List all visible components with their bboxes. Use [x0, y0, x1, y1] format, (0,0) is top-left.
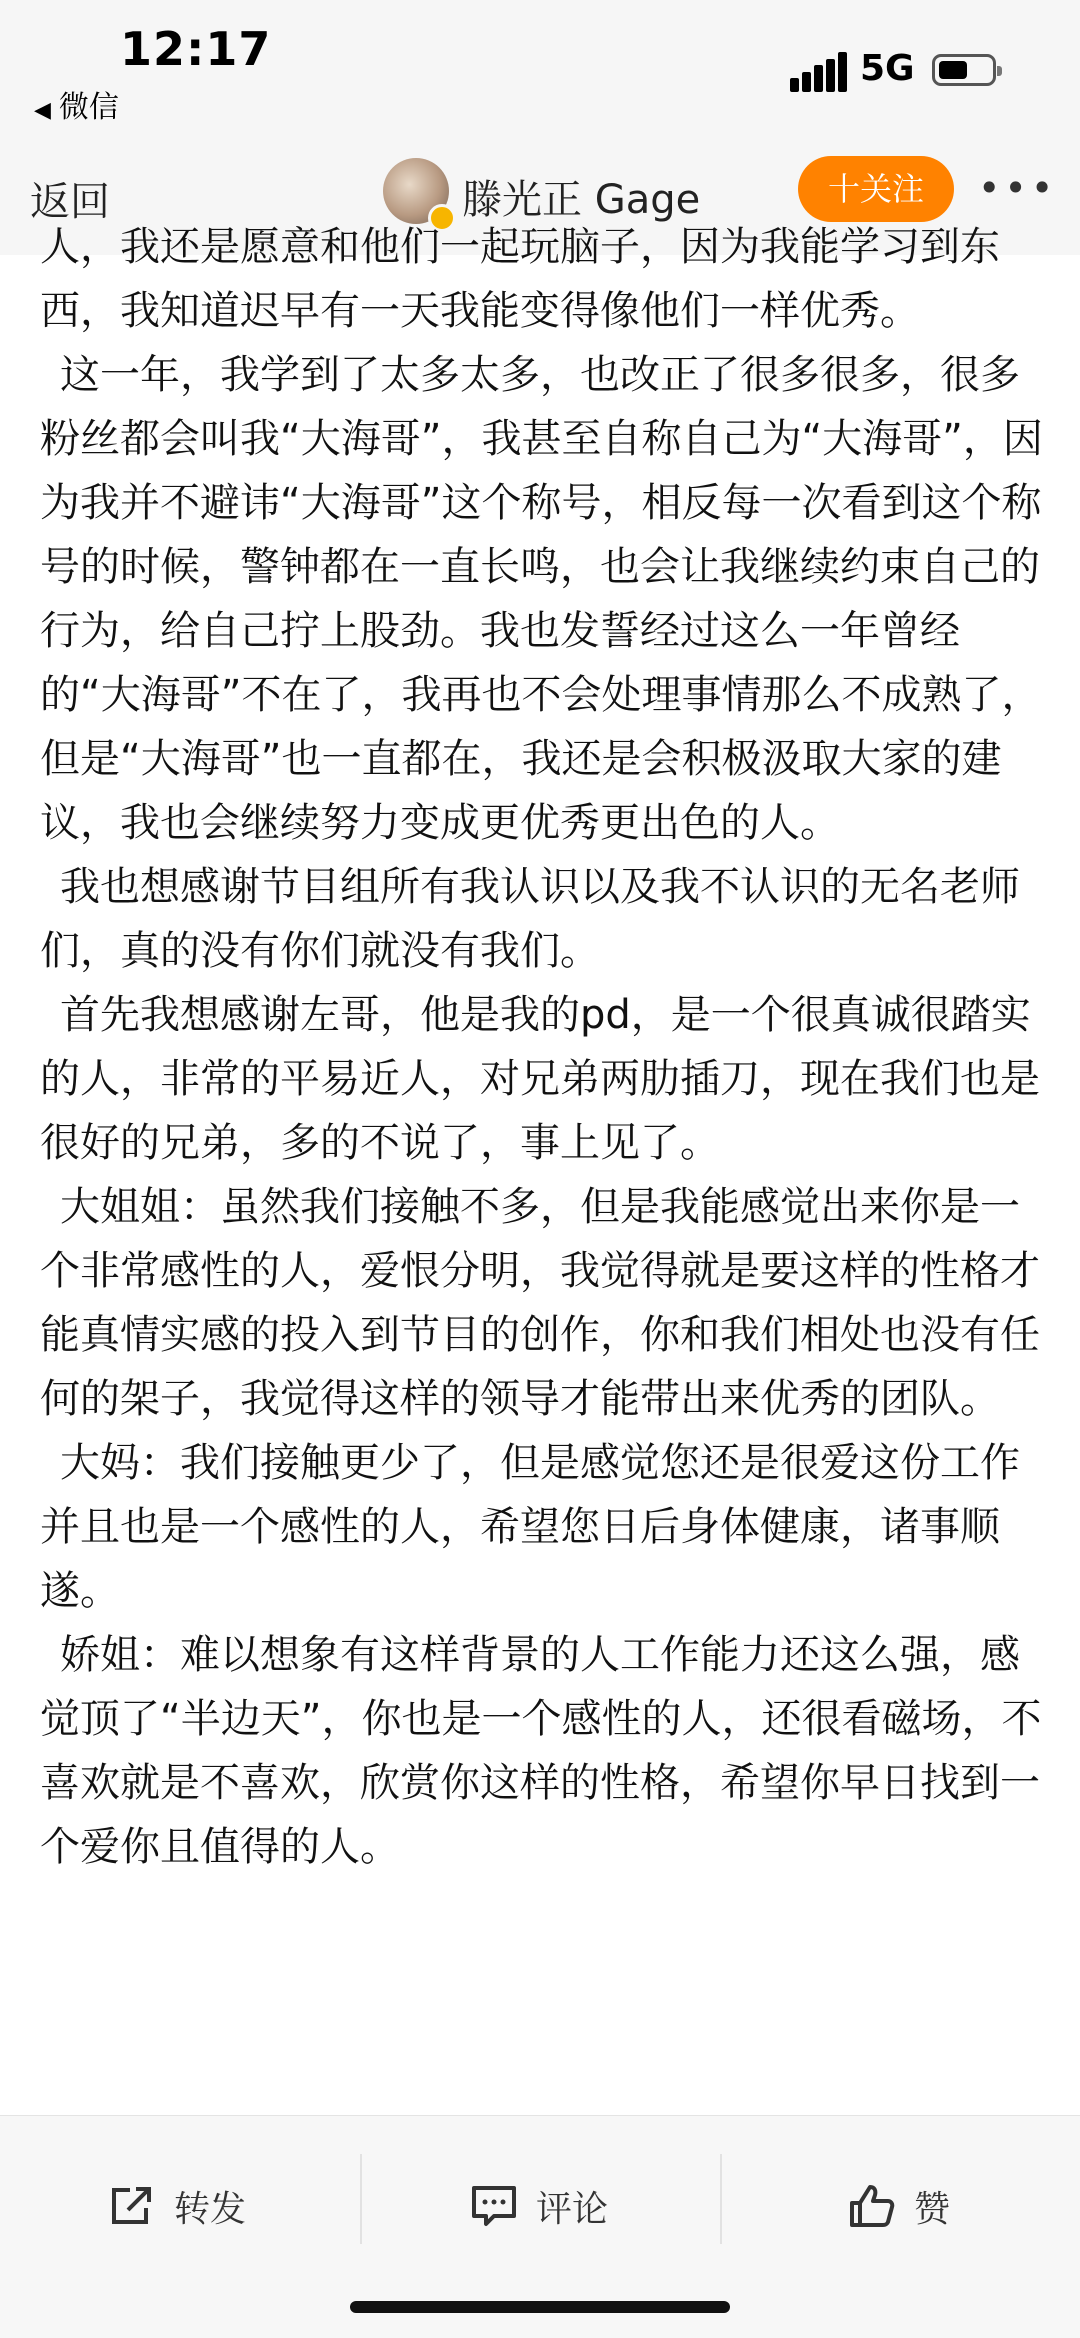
more-options-icon[interactable]: •••	[978, 166, 1058, 210]
back-triangle-icon: ◀	[34, 98, 51, 123]
article-paragraph: 这一年，我学到了太多太多，也改正了很多很多，很多粉丝都会叫我“大海哥”，我甚至自称自己为“大海哥”，因为我并不避讳“大海哥”这个称号，相反每一次看到这个称号的时候，警钟都在一直长鸣，也会让我继续约束自己的行为，给自己拧上股劲。我也发誓经过这么一年曾经的“大海哥”不在了，我再也不会处理事情那么不成熟了，但是“大海哥”也一直都在，我还是会积极汲取大家的建议，我也会继续努力变成更优秀更出色的人。	[40, 352, 1043, 846]
article-viewport[interactable]	[40, 224, 1050, 2115]
back-app-label: 微信	[58, 90, 119, 125]
repost-button[interactable]	[108, 2171, 246, 2241]
article-paragraph: 人，我还是愿意和他们一起玩脑子，因为我能学习到东西，我知道迟早有一天我能变得像他们一样优秀。	[40, 224, 1000, 334]
article-paragraph: 大姐姐：虽然我们接触不多，但是我能感觉出来你是一个非常感性的人，爱恨分明，我觉得就是要这样的性格才能真情实感的投入到节目的创作，你和我们相处也没有任何的架子，我觉得这样的领导才能带出来优秀的团队。	[40, 1184, 1040, 1422]
divider	[360, 2154, 362, 2244]
thumbs-up-icon	[848, 2183, 896, 2229]
username[interactable]: 滕光正 Gage	[462, 177, 701, 223]
comment-icon	[470, 2184, 518, 2228]
article-paragraph: 首先我想感谢左哥，他是我的pd，是一个很真诚很踏实的人，非常的平易近人，对兄弟两肋插刀，现在我们也是很好的兄弟，多的不说了，事上见了。	[40, 992, 1040, 1166]
article-paragraph: 大妈：我们接触更少了，但是感觉您还是很爱这份工作并且也是一个感性的人，希望您日后身体健康，诸事顺遂。	[40, 1440, 1020, 1614]
comment-label: 评论	[536, 2188, 609, 2230]
repost-icon	[108, 2184, 156, 2228]
like-label: 赞	[914, 2188, 951, 2230]
home-indicator[interactable]	[350, 2301, 730, 2313]
article-paragraph: 娇姐：难以想象有这样背景的人工作能力还这么强，感觉顶了“半边天”，你也是一个感性的人，还很看磁场，不喜欢就是不喜欢，欣赏你这样的性格，希望你早日找到一个爱你且值得的人。	[40, 1632, 1042, 1870]
article-body	[40, 215, 1050, 1879]
like-button[interactable]	[848, 2171, 950, 2241]
follow-button[interactable]: 十关注	[798, 156, 954, 222]
back-to-app-link[interactable]	[34, 82, 119, 126]
divider	[720, 2154, 722, 2244]
repost-label: 转发	[174, 2188, 247, 2230]
back-button[interactable]: 返回	[30, 179, 110, 225]
network-type: 5G	[860, 48, 915, 89]
status-time: 12:17	[120, 22, 272, 76]
cellular-signal-icon	[790, 52, 846, 92]
status-bar	[0, 0, 1080, 150]
article-paragraph: 我也想感谢节目组所有我认识以及我不认识的无名老师们，真的没有你们就没有我们。	[40, 864, 1020, 974]
battery-icon	[932, 54, 996, 86]
comment-button[interactable]	[470, 2171, 608, 2241]
bottom-action-bar	[0, 2115, 1080, 2338]
